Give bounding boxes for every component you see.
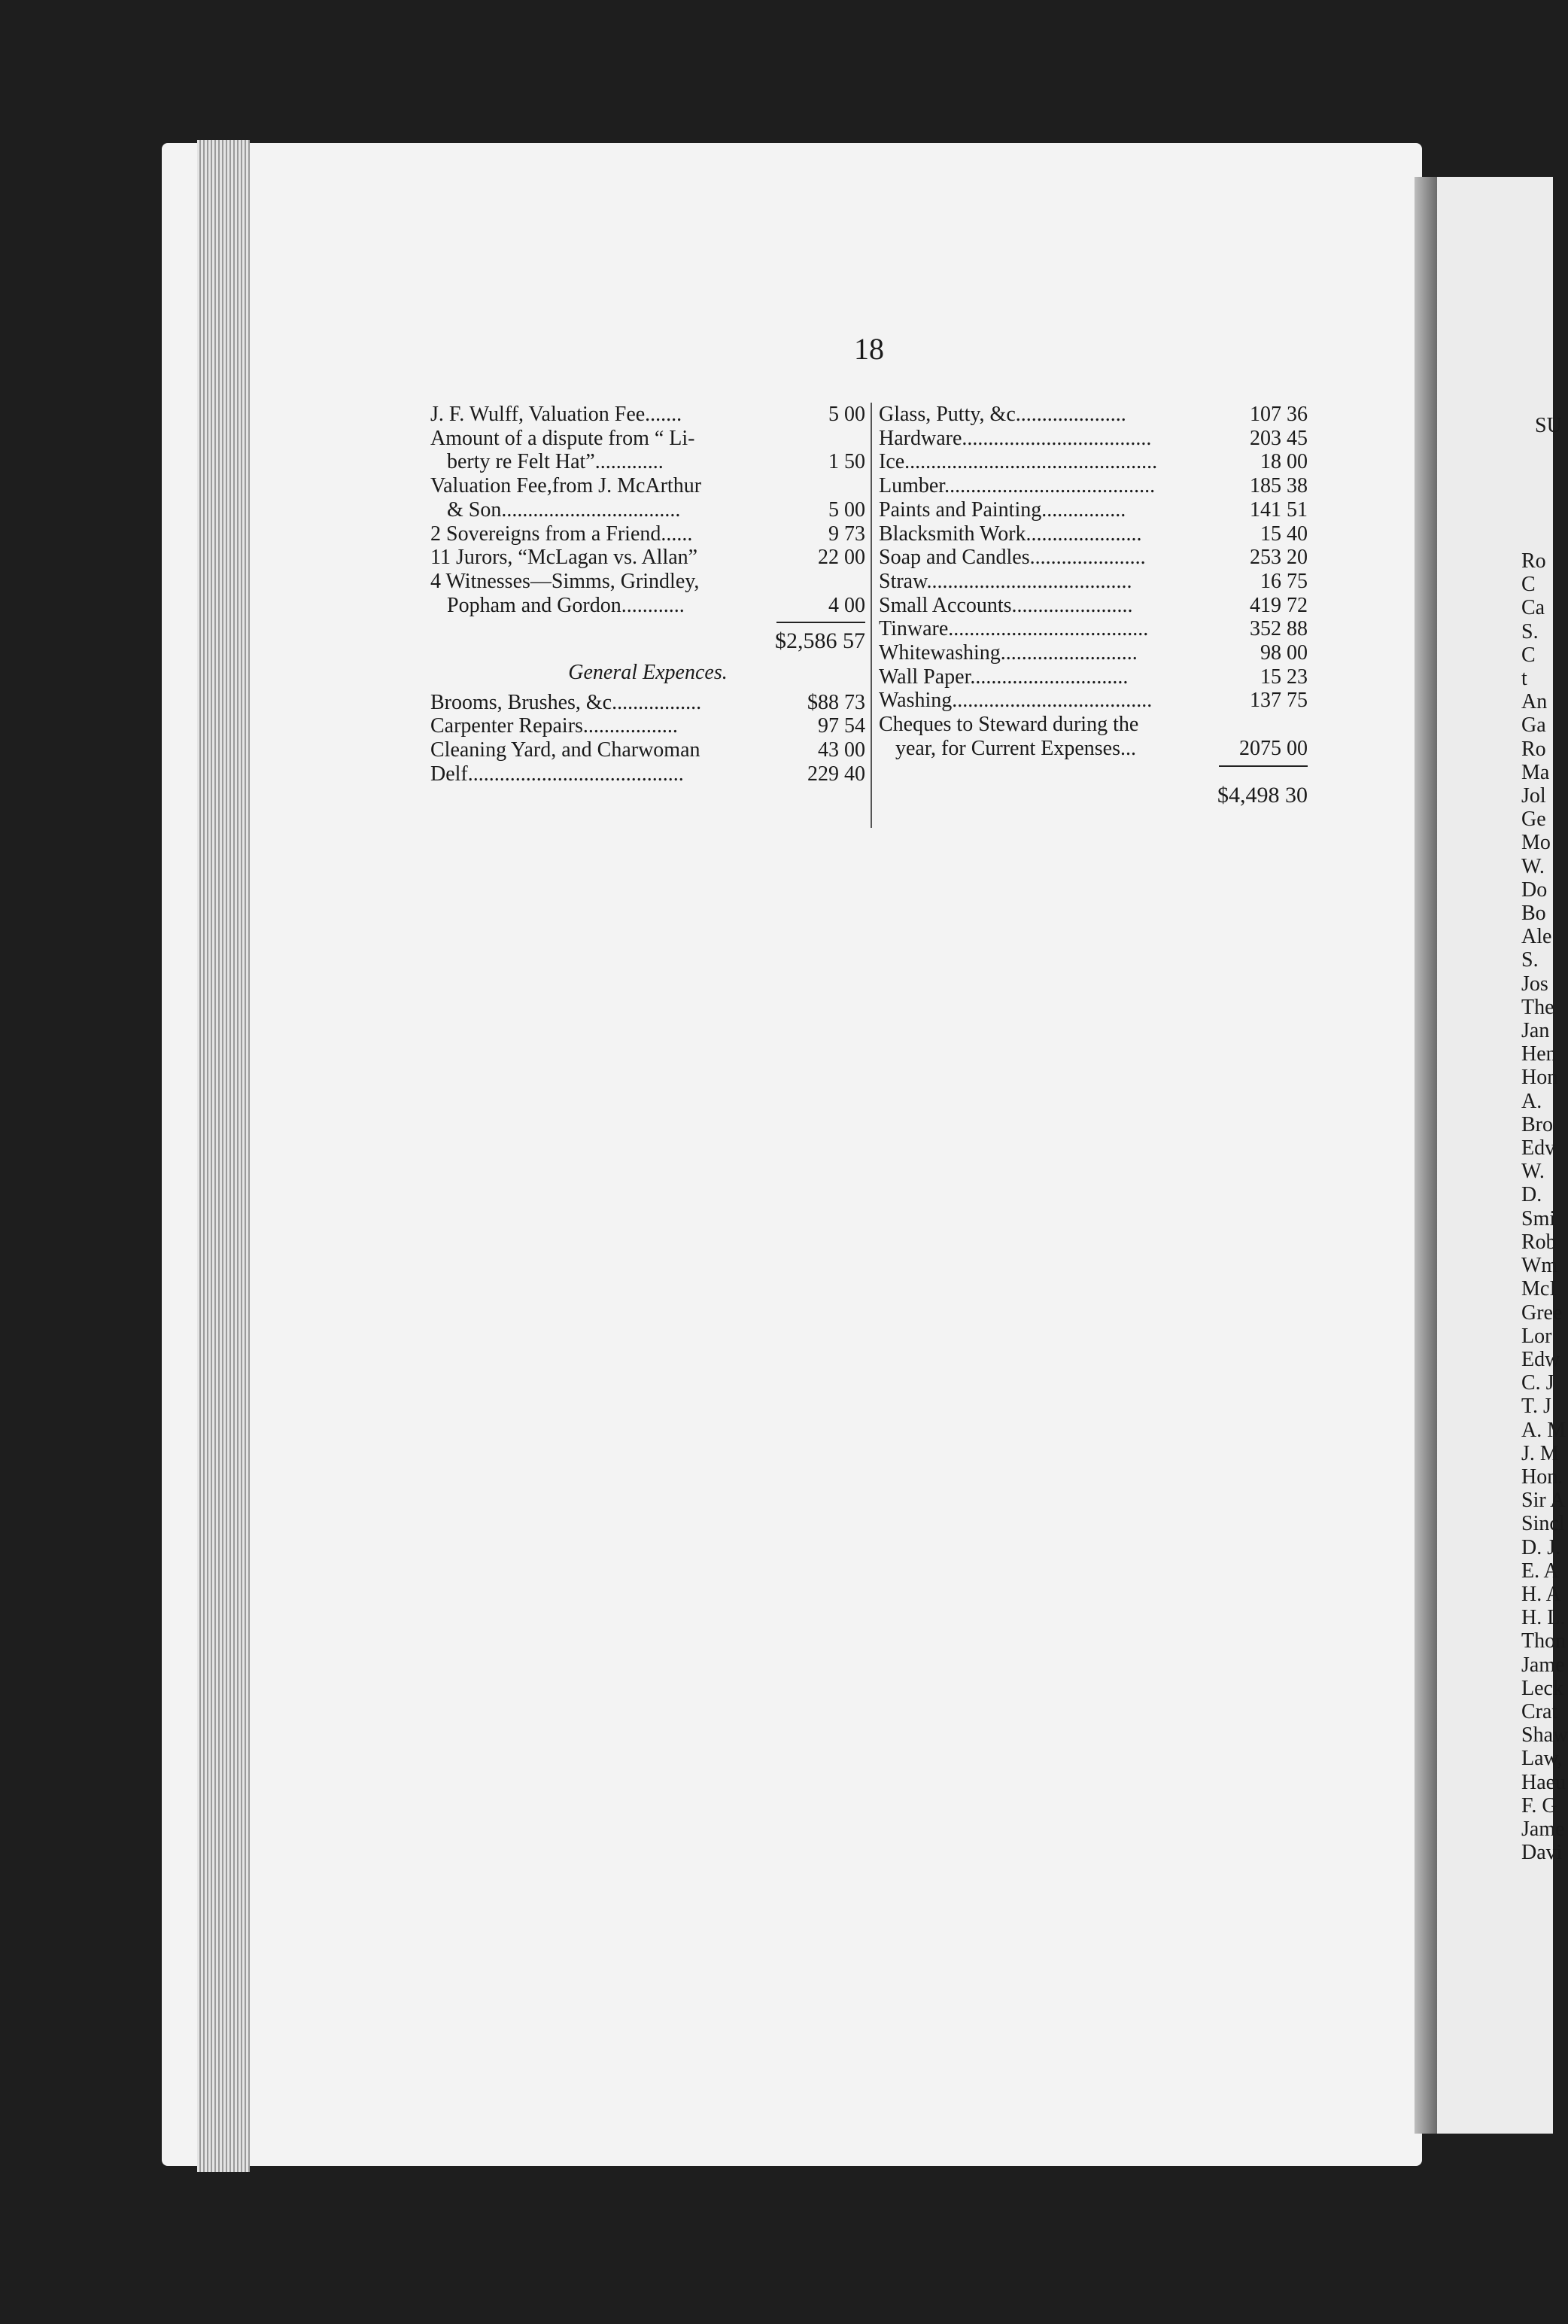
expense-row-amount: 16 75 [1260, 569, 1308, 593]
expense-row-label: Lumber........................................ [879, 474, 1156, 498]
receipt-row-amount: 9 73 [828, 522, 865, 546]
book-gutter [1415, 177, 1437, 2134]
expenses-list [430, 691, 865, 786]
left-column [430, 403, 865, 786]
receipt-row-amount: 1 50 [828, 450, 865, 474]
expense-row [879, 498, 1308, 522]
right-page-fragment: Law, [1521, 1747, 1563, 1771]
expense-row [879, 474, 1308, 498]
receipt-row-label: 2 Sovereigns from a Friend...... [430, 522, 693, 546]
expense-row [430, 738, 865, 762]
right-page-fragment: Wm [1521, 1254, 1558, 1278]
expense-row-amount: 253 20 [1250, 546, 1308, 570]
expense-row [879, 594, 1308, 618]
right-page-fragment: Sincl [1521, 1512, 1565, 1536]
expense-row-amount: 15 23 [1260, 665, 1308, 689]
right-page-fragment: Jos [1521, 972, 1548, 996]
expense-row-label: Delf......................................... [430, 762, 684, 786]
right-page-fragment: C [1521, 643, 1536, 667]
right-page-fragment: S. [1521, 948, 1539, 972]
right-page-fragment: Ma [1521, 760, 1550, 784]
expense-row-label: year, for Current Expenses... [895, 736, 1136, 760]
expense-row-label: Blacksmith Work...................... [879, 522, 1142, 546]
expense-row [879, 641, 1308, 665]
expense-row [879, 737, 1308, 761]
right-page-fragments [1521, 549, 1568, 1864]
right-page-fragment: Hon. [1521, 1465, 1563, 1489]
receipt-row-amount: 22 00 [818, 546, 865, 570]
expense-row-amount: 352 88 [1250, 617, 1308, 641]
receipt-row-amount: 5 00 [828, 403, 865, 426]
right-page-fragment: Mo [1521, 831, 1551, 855]
right-page-fragment: McI [1521, 1277, 1557, 1301]
receipt-row-label: Amount of a dispute from “ Li- [430, 426, 695, 450]
right-page-fragment: F. G [1521, 1793, 1557, 1818]
expense-row-label: Cleaning Yard, and Charwoman [430, 738, 700, 762]
right-page-fragment: Jol [1521, 784, 1546, 808]
expense-row-label: Hardware.................................... [879, 426, 1152, 450]
right-page-fragment: Bro [1521, 1112, 1553, 1136]
receipt-row [430, 498, 865, 522]
right-page-fragment: The [1521, 995, 1554, 1019]
expense-row-amount: 97 54 [818, 714, 865, 738]
expense-row [879, 713, 1308, 737]
right-page-fragment: Jame [1521, 1653, 1565, 1677]
expense-row-label: Tinware...................................... [879, 617, 1149, 641]
receipt-row-label: Valuation Fee,from J. McArthur [430, 474, 702, 498]
expense-row-amount: 18 00 [1260, 450, 1308, 474]
expense-row [879, 427, 1308, 451]
expense-row-label: Wall Paper.............................. [879, 665, 1129, 689]
expense-row-label: Brooms, Brushes, &c................. [430, 690, 702, 714]
receipt-row [430, 546, 865, 570]
right-page-fragment: Sir A [1521, 1489, 1566, 1513]
right-page-fragment: A. [1521, 1089, 1542, 1113]
right-page-fragment: Rob [1521, 1230, 1557, 1254]
page-number: 18 [854, 332, 884, 366]
receipt-row-label: J. F. Wulff, Valuation Fee....... [430, 403, 682, 426]
right-page-fragment: Lor [1521, 1324, 1552, 1348]
right-page-fragment: Bo [1521, 902, 1546, 926]
expense-row-amount: 107 36 [1250, 403, 1308, 426]
right-page-fragment: Ale [1521, 925, 1552, 949]
right-page-fragment: Edv [1521, 1136, 1556, 1160]
right-page-fragment: Hon [1521, 1066, 1558, 1090]
expense-row-amount: $88 73 [807, 690, 865, 714]
receipt-row [430, 450, 865, 474]
right-page-fragment: C. J [1521, 1371, 1554, 1395]
expense-row [879, 689, 1308, 713]
right-page-fragment: S. [1521, 619, 1539, 643]
receipt-row-label: 11 Jurors, “McLagan vs. Allan” [430, 546, 698, 570]
expense-row-label: Paints and Painting................ [879, 497, 1126, 522]
expense-row-amount: 185 38 [1250, 474, 1308, 498]
right-page-fragment: Ge [1521, 808, 1546, 832]
receipt-row [430, 474, 865, 498]
expense-row [879, 665, 1308, 689]
receipt-row [430, 427, 865, 451]
receipt-row [430, 403, 865, 427]
right-page-fragment: t [1521, 667, 1527, 691]
expense-row-label: Ice................................................ [879, 450, 1158, 474]
receipt-row-label: berty re Felt Hat”............. [447, 450, 664, 474]
right-page-fragment: Davi [1521, 1841, 1563, 1865]
subtotal-rule [430, 617, 865, 629]
expense-row-amount: 2075 00 [1239, 736, 1308, 760]
receipt-row-label: Popham and Gordon............ [447, 593, 685, 617]
expense-row [879, 546, 1308, 570]
expense-row-label: Cheques to Steward during the [879, 713, 1139, 737]
right-page-fragment: W. [1521, 1160, 1545, 1184]
right-page-fragment: W. [1521, 854, 1545, 878]
receipt-row-amount: 5 00 [828, 497, 865, 522]
expense-row-amount: 43 00 [818, 738, 865, 762]
right-page-fragment: H. A [1521, 1582, 1561, 1606]
right-page-fragment: Ga [1521, 713, 1546, 738]
right-page-fragment: Hen [1521, 1042, 1557, 1066]
expense-row-amount: 229 40 [807, 762, 865, 786]
expense-row-label: Washing...................................... [879, 689, 1153, 713]
right-page-fragment: Gree [1521, 1300, 1563, 1325]
right-page-fragment: D. J. [1521, 1535, 1561, 1559]
expense-row [879, 522, 1308, 546]
receipt-row-amount: 4 00 [828, 593, 865, 617]
expense-row [430, 762, 865, 786]
expense-row-amount: 137 75 [1250, 689, 1308, 713]
right-column [879, 403, 1308, 807]
receipt-row [430, 522, 865, 546]
receipts-total: $2,586 57 [775, 628, 865, 654]
expense-row [879, 617, 1308, 641]
expense-row-label: Soap and Candles...................... [879, 546, 1146, 570]
right-page-fragment: Edw [1521, 1347, 1560, 1371]
expense-row-label: Carpenter Repairs.................. [430, 714, 678, 738]
receipt-row [430, 570, 865, 594]
right-page-fragment: Ca [1521, 596, 1545, 620]
receipts-total-row [430, 629, 865, 653]
expense-row-amount: 419 72 [1250, 593, 1308, 617]
right-page-fragment: D. [1521, 1183, 1542, 1207]
expense-row-amount: 15 40 [1260, 522, 1308, 546]
right-page-fragment: T. J [1521, 1395, 1551, 1419]
right-page-fragment: E. A [1521, 1559, 1559, 1583]
right-page-fragment: Do [1521, 878, 1548, 902]
right-page-fragment: Haeu [1521, 1770, 1566, 1794]
right-page-fragment: A. M [1521, 1418, 1566, 1442]
expense-row-amount: 98 00 [1260, 641, 1308, 665]
right-page-fragment: Jan [1521, 1019, 1550, 1043]
expense-row [879, 450, 1308, 474]
grand-total: $4,498 30 [1217, 782, 1308, 808]
right-page-fragment: J. M [1521, 1441, 1559, 1465]
expense-row-label: Small Accounts....................... [879, 593, 1133, 617]
expense-row [430, 714, 865, 738]
expense-row [879, 570, 1308, 594]
right-page-header-fragment: SU [1535, 414, 1562, 437]
right-page-fragment: Jame [1521, 1817, 1565, 1841]
expenses-continued-list [879, 403, 1308, 761]
right-page-fragment: H. L. [1521, 1606, 1566, 1630]
right-page-fragment: C [1521, 573, 1536, 597]
expense-row [879, 403, 1308, 427]
right-page-fragment: Ro [1521, 737, 1546, 761]
expense-row-label: Glass, Putty, &c..................... [879, 403, 1126, 426]
expense-row-amount: 203 45 [1250, 426, 1308, 450]
expense-row-label: Whitewashing.......................... [879, 641, 1138, 665]
right-page-fragment: An [1521, 690, 1548, 714]
receipt-row [430, 594, 865, 618]
grand-total-rule [879, 761, 1308, 773]
right-page-fragment: Thon [1521, 1629, 1566, 1653]
right-page-fragment: Shaw [1521, 1723, 1568, 1748]
receipt-row-label: 4 Witnesses—Simms, Grindley, [430, 569, 700, 593]
right-page-fragment: Smi [1521, 1206, 1556, 1230]
expense-row [430, 691, 865, 715]
receipt-row-label: & Son.................................. [447, 497, 681, 522]
receipts-list [430, 403, 865, 617]
right-page-fragment: Ro [1521, 549, 1546, 573]
expense-row-amount: 141 51 [1250, 497, 1308, 522]
expense-row-label: Straw....................................... [879, 569, 1132, 593]
column-divider [871, 403, 872, 828]
right-page-fragment: Leck [1521, 1676, 1563, 1700]
right-page-fragment: Crat [1521, 1699, 1558, 1723]
section-heading: General Expences. [568, 661, 728, 685]
grand-total-row [879, 783, 1308, 808]
page-edges [197, 140, 250, 2172]
